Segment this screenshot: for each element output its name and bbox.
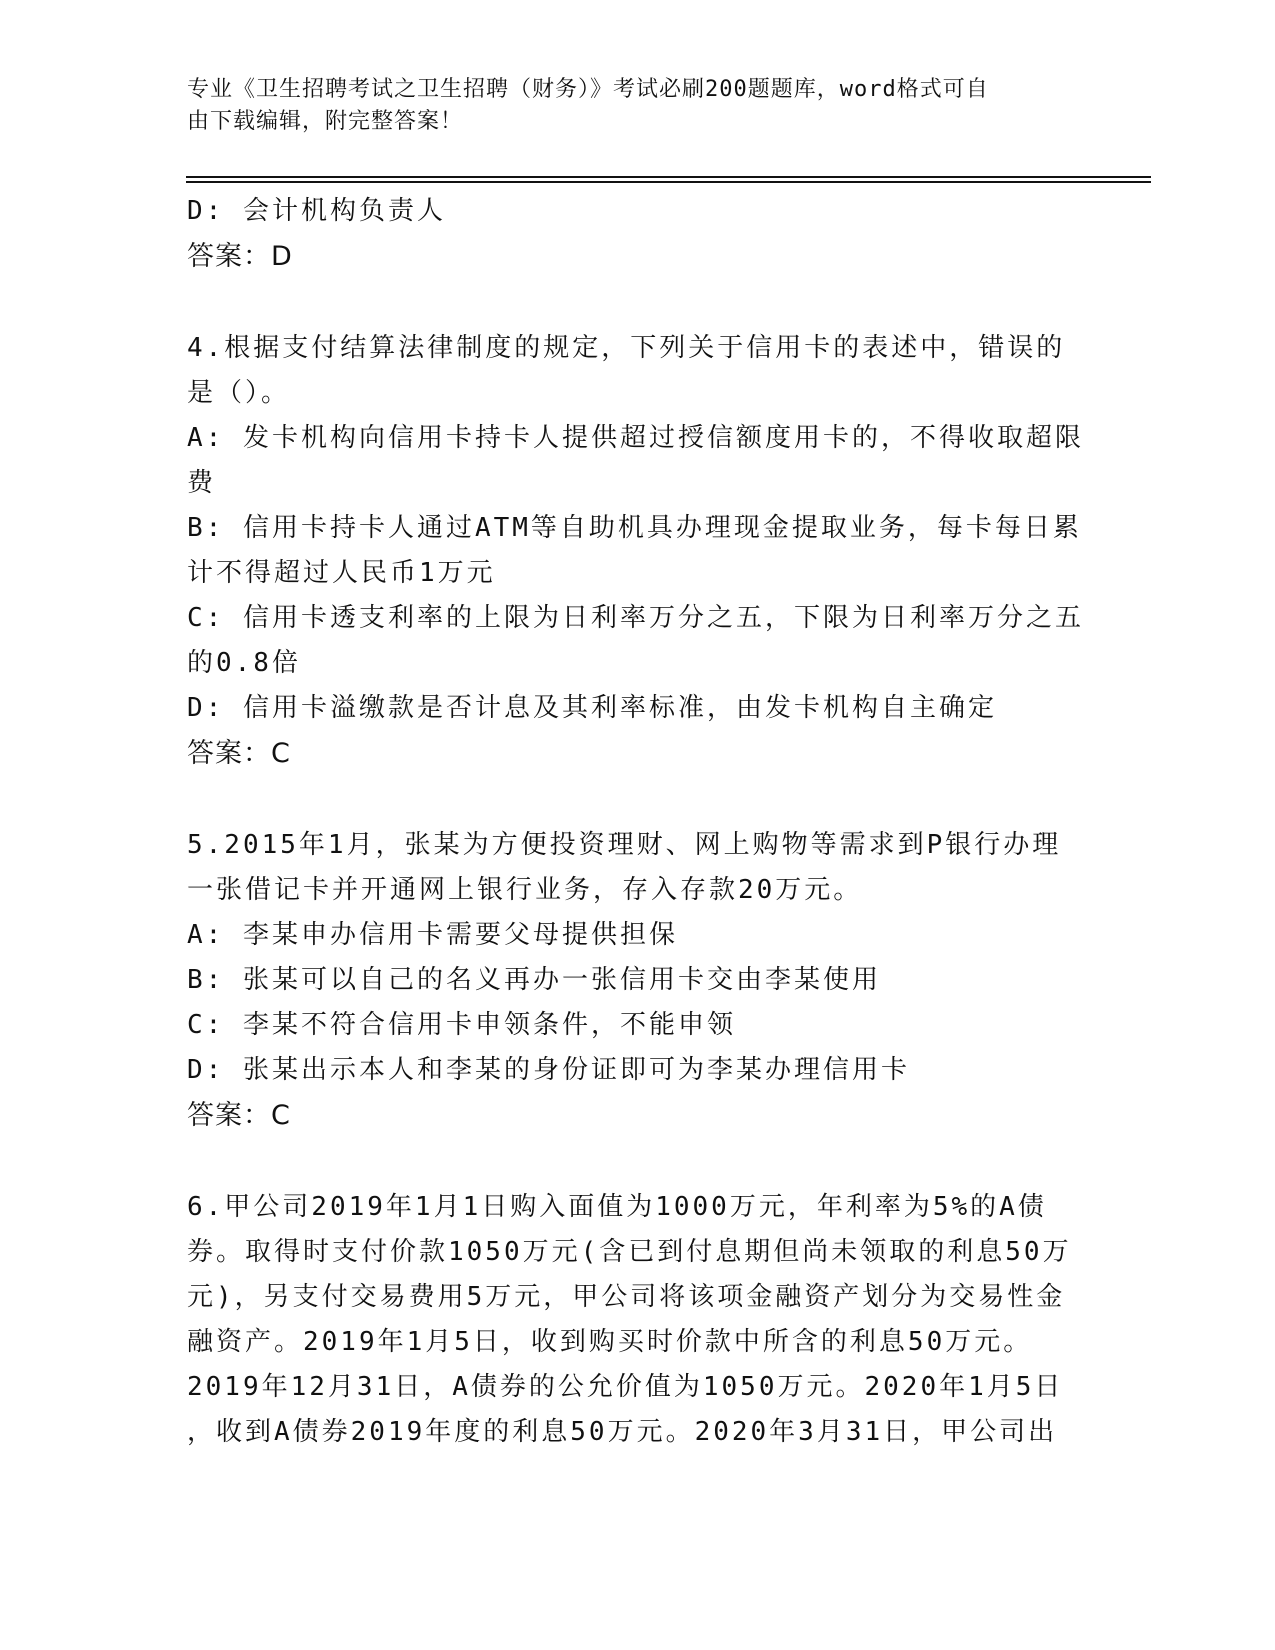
page-header — [187, 74, 1067, 138]
question-4 — [187, 326, 1092, 776]
header-line-1: 专业《卫生招聘考试之卫生招聘（财务）》考试必刷200题题库，word格式可自 — [187, 77, 989, 102]
question-stem: 融资产。2019年1月5日，收到购买时价款中所含的利息50万元。 — [187, 1327, 1033, 1357]
question-6 — [187, 1185, 1092, 1455]
answer: 答案：C — [187, 738, 291, 769]
question-stem: ，收到A债券2019年度的利息50万元。2020年3月31日，甲公司出 — [187, 1417, 1058, 1447]
option-a: A: 发卡机构向信用卡持卡人提供超过授信额度用卡的，不得收取超限 — [187, 423, 1084, 453]
header-rule-bottom — [186, 181, 1151, 183]
document-body — [187, 189, 1092, 1455]
question-5 — [187, 823, 1092, 1138]
question-stem: 6.甲公司2019年1月1日购入面值为1000万元，年利率为5%的A债 — [187, 1192, 1047, 1222]
option-b: 计不得超过人民币1万元 — [187, 558, 496, 588]
spacer — [187, 279, 1092, 326]
question-stem: 5.2015年1月，张某为方便投资理财、网上购物等需求到P银行办理 — [187, 830, 1062, 860]
question-stem: 4.根据支付结算法律制度的规定，下列关于信用卡的表述中，错误的 — [187, 333, 1066, 363]
answer: 答案：C — [187, 1100, 291, 1131]
header-line-2: 由下载编辑，附完整答案！ — [187, 109, 464, 134]
spacer — [187, 776, 1092, 823]
option-a: A: 李某申办信用卡需要父母提供担保 — [187, 920, 678, 950]
option-c: C: 李某不符合信用卡申领条件，不能申领 — [187, 1010, 736, 1040]
spacer — [187, 1138, 1092, 1185]
option-c: C: 信用卡透支利率的上限为日利率万分之五，下限为日利率万分之五 — [187, 603, 1084, 633]
question-stem: 一张借记卡并开通网上银行业务，存入存款20万元。 — [187, 875, 863, 905]
option-d: D: 张某出示本人和李某的身份证即可为李某办理信用卡 — [187, 1055, 910, 1085]
question-stem: 券。取得时支付价款1050万元(含已到付息期但尚未领取的利息50万 — [187, 1237, 1072, 1267]
option-b: B: 张某可以自己的名义再办一张信用卡交由李某使用 — [187, 965, 881, 995]
question-3-tail — [187, 189, 1092, 279]
option-d: D: 会计机构负责人 — [187, 196, 446, 226]
question-stem: 元)，另支付交易费用5万元，甲公司将该项金融资产划分为交易性金 — [187, 1282, 1066, 1312]
option-d: D: 信用卡溢缴款是否计息及其利率标准，由发卡机构自主确定 — [187, 693, 997, 723]
option-c: 的0.8倍 — [187, 648, 301, 678]
option-a: 费 — [187, 468, 217, 498]
option-b: B: 信用卡持卡人通过ATM等自助机具办理现金提取业务，每卡每日累 — [187, 513, 1082, 543]
answer: 答案：D — [187, 241, 293, 272]
question-stem: 2019年12月31日，A债券的公允价值为1050万元。2020年1月5日 — [187, 1372, 1064, 1402]
question-stem: 是（）。 — [187, 378, 291, 408]
header-rule-top — [186, 176, 1151, 178]
